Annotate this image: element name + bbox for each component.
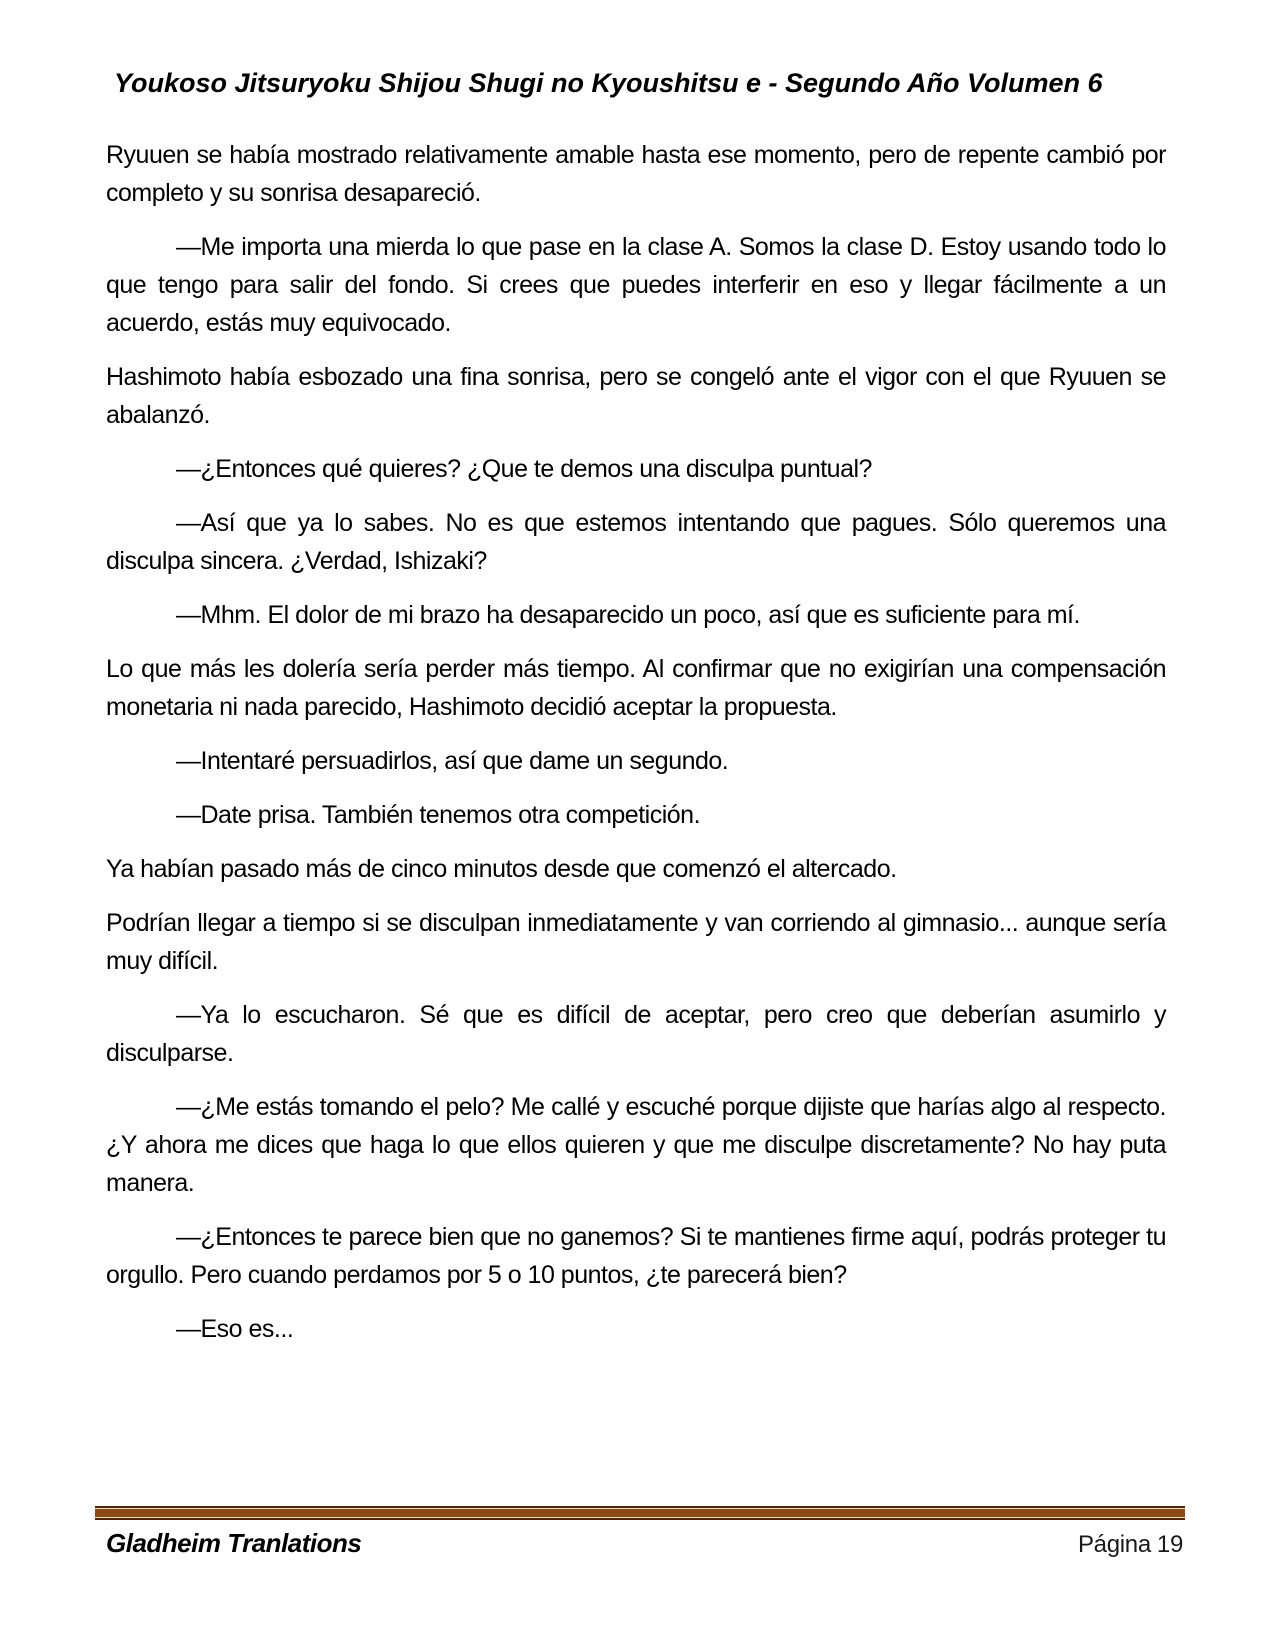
- body-paragraphs: [106, 136, 1166, 1364]
- paragraph: —Intentaré persuadirlos, así que dame un segundo.: [176, 747, 729, 775]
- paragraph: —Mhm. El dolor de mi brazo ha desaparecido un poco, así que es suficiente para mí.: [176, 601, 1080, 629]
- page-header: [114, 66, 1166, 100]
- paragraph: Ryuuen se había mostrado relativamente amable hasta ese momento, pero de repente cambió por completo y su sonrisa desapareció.: [106, 141, 1166, 207]
- page-header-title: Youkoso Jitsuryoku Shijou Shugi no Kyoushitsu e - Segundo Año Volumen 6: [114, 68, 1103, 98]
- footer-page-number: 19: [1156, 1531, 1183, 1558]
- paragraph: —¿Me estás tomando el pelo? Me callé y escuché porque dijiste que harías algo al respecto. ¿Y ahora me dices que haga lo que ellos quieren y que me disculpe discretamente? No hay puta manera.: [106, 1093, 1166, 1197]
- footer-translator-credit: Gladheim Tranlations: [106, 1528, 362, 1558]
- paragraph: —Eso es...: [176, 1315, 294, 1343]
- paragraph: —Me importa una mierda lo que pase en la clase A. Somos la clase D. Estoy usando todo lo que tengo para salir del fondo. Si crees que puedes interferir en eso y llegar fácilmente a un acuerdo, estás muy equivocado.: [106, 233, 1166, 337]
- paragraph: —¿Entonces qué quieres? ¿Que te demos una disculpa puntual?: [176, 455, 872, 483]
- paragraph: Lo que más les dolería sería perder más tiempo. Al confirmar que no exigirían una compensación monetaria ni nada parecido, Hashimoto decidió aceptar la propuesta.: [106, 655, 1166, 721]
- paragraph: Hashimoto había esbozado una fina sonrisa, pero se congeló ante el vigor con el que Ryuuen se abalanzó.: [106, 363, 1166, 429]
- paragraph: —Ya lo escucharon. Sé que es difícil de aceptar, pero creo que deberían asumirlo y disculparse.: [106, 1001, 1166, 1067]
- paragraph: Ya habían pasado más de cinco minutos desde que comenzó el altercado.: [106, 855, 897, 883]
- paragraph: —¿Entonces te parece bien que no ganemos? Si te mantienes firme aquí, podrás proteger tu orgullo. Pero cuando perdamos por 5 o 10 puntos, ¿te parecerá bien?: [106, 1223, 1166, 1289]
- page-footer: [106, 1528, 1183, 1559]
- footer-rule: [95, 1506, 1185, 1520]
- footer-page-indicator: [1078, 1531, 1183, 1559]
- paragraph: Podrían llegar a tiempo si se disculpan inmediatamente y van corriendo al gimnasio... aunque sería muy difícil.: [106, 909, 1166, 975]
- paragraph: —Así que ya lo sabes. No es que estemos intentando que pagues. Sólo queremos una disculpa sincera. ¿Verdad, Ishizaki?: [106, 509, 1166, 575]
- footer-page-label: Página: [1077, 1531, 1151, 1558]
- paragraph: —Date prisa. También tenemos otra competición.: [176, 801, 701, 829]
